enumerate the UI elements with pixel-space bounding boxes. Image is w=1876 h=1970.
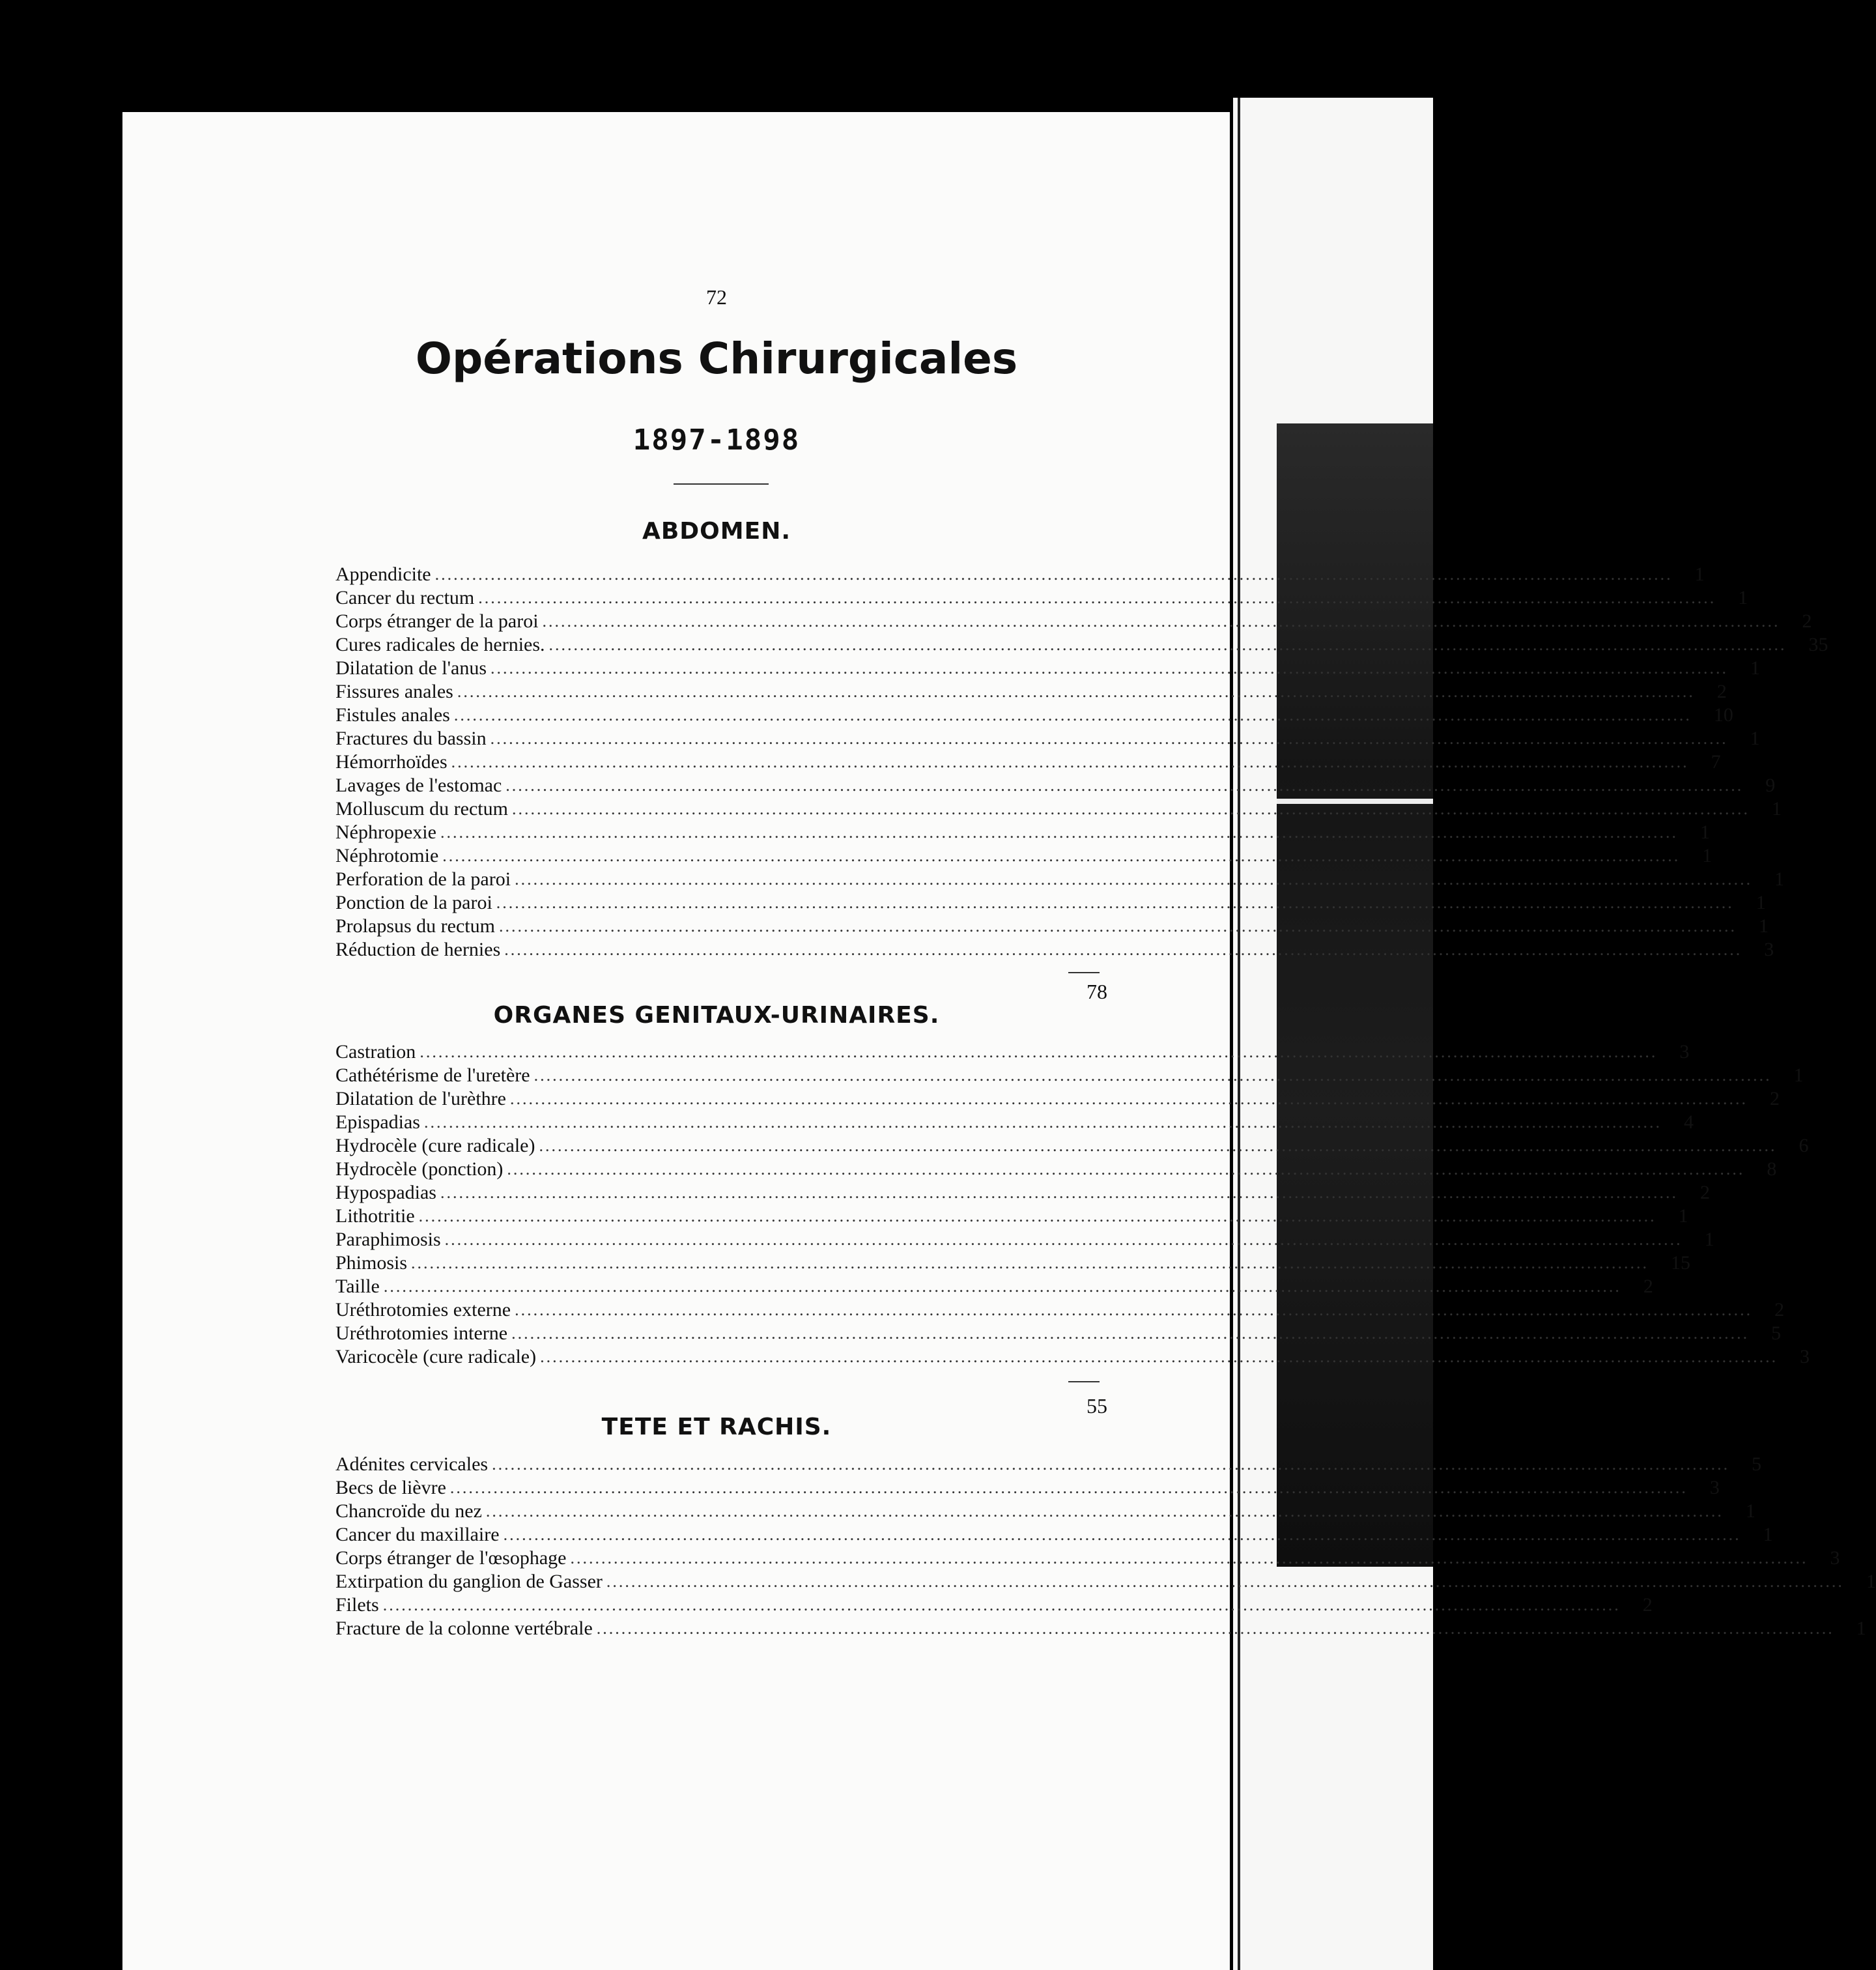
operation-name: Néphrotomie: [335, 845, 439, 866]
table-row: [335, 704, 1733, 727]
operation-name: Perforation de la paroi: [335, 868, 511, 890]
operation-name: Epispadias: [335, 1111, 420, 1133]
section-list-abdomen: [335, 563, 1828, 962]
dot-leader: ........................................................................................................................................................................................................: [382, 1595, 1621, 1614]
operation-count: 1: [1750, 657, 1761, 679]
total-rule: [1068, 1381, 1100, 1382]
dot-leader: ........................................................................................................................................................................................................: [457, 682, 1695, 701]
operation-count: 8: [1767, 1158, 1777, 1180]
dot-leader: ........................................................................................................................................................................................................: [511, 799, 1750, 818]
operation-count: 2: [1699, 1182, 1710, 1203]
table-row: [335, 1617, 1866, 1640]
table-row: [335, 586, 1748, 610]
table-row: [335, 1181, 1710, 1205]
operation-count: 3: [1830, 1547, 1840, 1569]
dot-leader: ........................................................................................................................................................................................................: [515, 870, 1753, 889]
table-row: [335, 844, 1713, 868]
operation-count: 3: [1800, 1346, 1810, 1367]
section-list-tete-et-rachis: [335, 1453, 1876, 1640]
operation-name: Uréthrotomies interne: [335, 1322, 508, 1344]
dot-leader: ........................................................................................................................................................................................................: [440, 823, 1678, 842]
dot-leader: ........................................................................................................................................................................................................: [451, 752, 1689, 771]
operation-name: Cathétérisme de l'uretère: [335, 1064, 530, 1086]
operation-name: Fracture de la colonne vertébrale: [335, 1618, 593, 1639]
operation-name: Ponction de la paroi: [335, 892, 492, 913]
operation-count: 2: [1643, 1276, 1653, 1297]
operation-count: 1: [1771, 798, 1782, 820]
operation-name: Dilatation de l'urèthre: [335, 1088, 506, 1109]
operation-name: Prolapsus du rectum: [335, 915, 495, 937]
dot-leader: ........................................................................................................................................................................................................: [383, 1277, 1621, 1296]
operation-count: 6: [1798, 1135, 1809, 1156]
dot-leader: ........................................................................................................................................................................................................: [498, 917, 1737, 935]
table-row: [335, 1593, 1653, 1617]
operation-count: 1: [1750, 728, 1760, 749]
table-row: [335, 1345, 1810, 1369]
dot-leader: ........................................................................................................................................................................................................: [540, 1347, 1778, 1366]
dot-leader: ........................................................................................................................................................................................................: [539, 1136, 1777, 1155]
operation-name: Hydrocèle (cure radicale): [335, 1135, 535, 1156]
dot-leader: ........................................................................................................................................................................................................: [503, 1525, 1741, 1544]
dot-leader: ........................................................................................................................................................................................................: [492, 1455, 1730, 1474]
table-row: [335, 1111, 1694, 1134]
dot-leader: ........................................................................................................................................................................................................: [434, 565, 1673, 584]
section-title-tete-et-rachis: TETE ET RACHIS.: [601, 1414, 832, 1440]
operation-name: Fractures du bassin: [335, 728, 487, 749]
dot-leader: ........................................................................................................................................................................................................: [511, 1324, 1750, 1343]
operation-count: 1: [1699, 821, 1710, 843]
table-row: [335, 1570, 1876, 1593]
table-row: [335, 1322, 1782, 1345]
operation-name: Becs de lièvre: [335, 1477, 446, 1498]
operation-count: 4: [1683, 1111, 1694, 1133]
table-row: [335, 1500, 1755, 1523]
operation-count: 1: [1763, 1524, 1773, 1545]
operation-count: 15: [1671, 1252, 1691, 1274]
table-row: [335, 891, 1766, 915]
table-row: [335, 915, 1769, 938]
operation-name: Réduction de hernies: [335, 939, 501, 960]
dot-leader: ........................................................................................................................................................................................................: [505, 776, 1744, 795]
operation-name: Hémorrhoïdes: [335, 751, 448, 773]
dot-leader: ........................................................................................................................................................................................................: [606, 1572, 1844, 1591]
table-row: [335, 938, 1774, 962]
operation-name: Cures radicales de hernies.: [335, 634, 545, 655]
dot-leader: ........................................................................................................................................................................................................: [453, 706, 1692, 724]
page-years: 1897-1898: [632, 423, 801, 457]
operation-count: 3: [1679, 1041, 1690, 1063]
operation-name: Cancer du maxillaire: [335, 1524, 500, 1545]
table-row: [335, 1228, 1714, 1251]
dot-leader: ........................................................................................................................................................................................................: [411, 1253, 1649, 1272]
dot-leader: ........................................................................................................................................................................................................: [442, 846, 1681, 865]
operation-count: 1: [1755, 892, 1766, 913]
table-row: [335, 750, 1721, 774]
dot-leader: ........................................................................................................................................................................................................: [542, 612, 1780, 631]
section-total-abdomen: 78: [1087, 980, 1107, 1003]
table-row: [335, 1453, 1762, 1476]
operation-count: 1: [1856, 1618, 1866, 1639]
table-row: [335, 680, 1727, 704]
operation-name: Molluscum du rectum: [335, 798, 508, 820]
dot-leader: ........................................................................................................................................................................................................: [496, 893, 1734, 912]
operation-count: 1: [1738, 587, 1748, 608]
operation-name: Fissures anales: [335, 681, 453, 702]
dot-leader: ........................................................................................................................................................................................................: [419, 1042, 1658, 1061]
operation-name: Paraphimosis: [335, 1229, 441, 1250]
operation-count: 1: [1704, 1229, 1714, 1250]
operation-name: Corps étranger de la paroi: [335, 610, 539, 632]
dot-leader: ........................................................................................................................................................................................................: [490, 659, 1729, 678]
section-total-genitaux-urinaires: 55: [1087, 1394, 1107, 1418]
table-row: [335, 610, 1812, 633]
table-row: [335, 1275, 1653, 1298]
table-row: [335, 563, 1705, 586]
dot-leader: ........................................................................................................................................................................................................: [423, 1113, 1662, 1132]
operation-count: 7: [1711, 751, 1721, 773]
table-row: [335, 774, 1776, 797]
operation-count: 2: [1716, 681, 1727, 702]
operation-name: Hypospadias: [335, 1182, 436, 1203]
operation-name: Cancer du rectum: [335, 587, 475, 608]
table-row: [335, 1134, 1809, 1158]
table-row: [335, 1547, 1840, 1570]
table-row: [335, 1040, 1690, 1064]
operation-count: 10: [1713, 704, 1733, 726]
operation-name: Hydrocèle (ponction): [335, 1158, 504, 1180]
operation-count: 2: [1769, 1088, 1780, 1109]
dot-leader: ........................................................................................................................................................................................................: [449, 1478, 1688, 1497]
table-row: [335, 1087, 1780, 1111]
operation-count: 9: [1765, 775, 1776, 796]
table-row: [335, 657, 1761, 680]
table-row: [335, 727, 1760, 750]
table-row: [335, 821, 1710, 844]
dot-leader: ........................................................................................................................................................................................................: [490, 729, 1728, 748]
dot-leader: ........................................................................................................................................................................................................: [504, 940, 1742, 959]
operation-name: Filets: [335, 1594, 379, 1616]
page-title: Opérations Chirurgicales: [415, 334, 1018, 384]
dot-leader: ........................................................................................................................................................................................................: [515, 1300, 1753, 1319]
operation-count: 3: [1709, 1477, 1720, 1498]
operation-count: 1: [1745, 1500, 1755, 1522]
operation-count: 1: [1774, 868, 1785, 890]
operation-name: Varicocèle (cure radicale): [335, 1346, 537, 1367]
operation-count: 2: [1642, 1594, 1653, 1616]
dot-leader: ........................................................................................................................................................................................................: [507, 1160, 1745, 1178]
dot-leader: ........................................................................................................................................................................................................: [478, 588, 1716, 607]
operation-count: 1: [1694, 564, 1705, 585]
section-title-abdomen: ABDOMEN.: [642, 518, 791, 545]
operation-name: Lithotritie: [335, 1205, 415, 1227]
operation-name: Taille: [335, 1276, 380, 1297]
table-row: [335, 1064, 1804, 1087]
operation-name: Fistules anales: [335, 704, 450, 726]
operation-name: Appendicite: [335, 564, 431, 585]
operation-name: Uréthrotomies externe: [335, 1299, 511, 1320]
table-row: [335, 797, 1782, 821]
table-row: [335, 633, 1828, 657]
page-number: 72: [706, 285, 727, 309]
table-row: [335, 1158, 1777, 1181]
operation-count: 1: [1758, 915, 1769, 937]
operation-name: Phimosis: [335, 1252, 408, 1274]
section-list-genitaux-urinaires: [335, 1040, 1810, 1369]
operation-count: 35: [1808, 634, 1828, 655]
table-row: [335, 1251, 1691, 1275]
operation-count: 1: [1866, 1571, 1876, 1592]
operation-name: Corps étranger de l'œsophage: [335, 1547, 567, 1569]
title-divider: [674, 483, 769, 485]
operation-count: 1: [1793, 1064, 1804, 1086]
operation-name: Dilatation de l'anus: [335, 657, 487, 679]
dot-leader: ........................................................................................................................................................................................................: [533, 1066, 1772, 1085]
dot-leader: ........................................................................................................................................................................................................: [548, 635, 1787, 654]
dot-leader: ........................................................................................................................................................................................................: [444, 1230, 1683, 1249]
dot-leader: ........................................................................................................................................................................................................: [440, 1183, 1678, 1202]
table-row: [335, 1523, 1773, 1547]
operation-name: Castration: [335, 1041, 416, 1063]
table-row: [335, 1298, 1785, 1322]
table-row: [335, 868, 1785, 891]
operation-count: 5: [1752, 1453, 1762, 1475]
operation-count: 1: [1678, 1205, 1688, 1227]
operation-name: Extirpation du ganglion de Gasser: [335, 1571, 603, 1592]
operation-count: 2: [1802, 610, 1812, 632]
operation-count: 3: [1764, 939, 1774, 960]
operation-name: Lavages de l'estomac: [335, 775, 502, 796]
table-row: [335, 1476, 1720, 1500]
dot-leader: ........................................................................................................................................................................................................: [485, 1502, 1724, 1520]
total-rule: [1068, 972, 1100, 973]
operation-count: 5: [1771, 1322, 1782, 1344]
section-title-genitaux-urinaires: ORGANES GENITAUX-URINAIRES.: [493, 1002, 940, 1029]
dot-leader: ........................................................................................................................................................................................................: [509, 1089, 1748, 1108]
table-row: [335, 1205, 1688, 1228]
dot-leader: ........................................................................................................................................................................................................: [418, 1206, 1656, 1225]
operation-name: Néphropexie: [335, 821, 436, 843]
operation-count: 2: [1774, 1299, 1785, 1320]
dot-leader: ........................................................................................................................................................................................................: [596, 1619, 1834, 1638]
dot-leader: ........................................................................................................................................................................................................: [570, 1549, 1808, 1567]
operation-count: 1: [1702, 845, 1713, 866]
operation-name: Chancroïde du nez: [335, 1500, 482, 1522]
operation-name: Adénites cervicales: [335, 1453, 489, 1475]
